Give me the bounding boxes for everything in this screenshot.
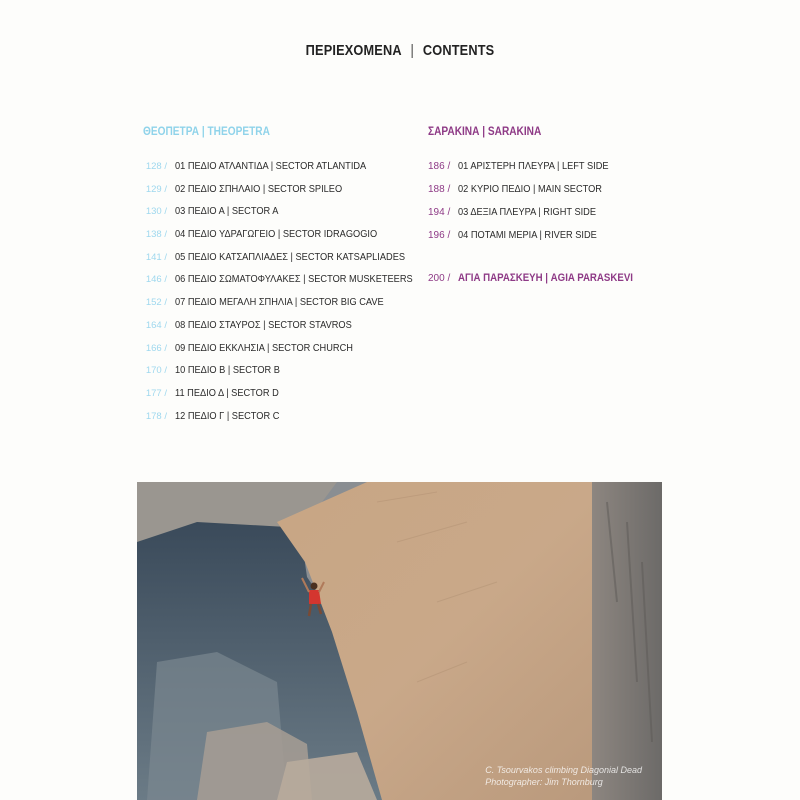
entry-label: 09 ΠΕΔΙΟ ΕΚΚΛΗΣΙΑ | SECTOR CHURCH [175, 341, 353, 354]
entry-label: 05 ΠΕΔΙΟ ΚΑΤΣΑΠΛΙΑΔΕΣ | SECTOR KATSAPLIADES [175, 250, 406, 263]
entry-label: 03 ΔΕΞΙΑ ΠΛΕΥΡΑ | RIGHT SIDE [458, 206, 597, 218]
entry-label: 12 ΠΕΔΙΟ Γ | SECTOR C [175, 409, 280, 422]
toc-entry[interactable] [143, 251, 413, 274]
climbing-photo-image [137, 482, 662, 800]
toc-entry[interactable] [143, 205, 413, 228]
title-greek: ΠΕΡΙΕΧΟΜΕΝΑ [305, 42, 402, 59]
entry-label: 03 ΠΕΔΙΟ Α | SECTOR A [175, 205, 279, 218]
toc-entry[interactable] [428, 206, 688, 229]
entry-label: 10 ΠΕΔΙΟ Β | SECTOR B [175, 364, 280, 377]
toc-entry[interactable] [143, 160, 413, 183]
toc-entry[interactable] [143, 364, 413, 387]
entry-label: 02 ΚΥΡΙΟ ΠΕΔΙΟ | MAIN SECTOR [458, 183, 602, 195]
page-number: 164 / [145, 319, 167, 331]
theopetra-entry-list [143, 160, 413, 432]
toc-entry[interactable] [143, 228, 413, 251]
toc-entry[interactable] [143, 273, 413, 296]
photo-caption [485, 764, 642, 788]
title-separator: | [410, 42, 415, 59]
page-title [60, 42, 740, 59]
page-number: 170 / [145, 365, 167, 377]
page-number: 194 / [428, 207, 451, 218]
caption-line-2: Photographer: Jim Thornburg [485, 777, 603, 787]
entry-label: 02 ΠΕΔΙΟ ΣΠΗΛΑΙΟ | SECTOR SPILEO [175, 182, 343, 195]
sarakina-column [428, 126, 688, 252]
sarakina-heading: ΣΑΡΑΚΙΝΑ | SARAKINA [428, 126, 542, 138]
agia-paraskevi-heading: ΑΓΙΑ ΠΑΡΑΣΚΕΥΗ | AGIA PARASKEVI [458, 272, 633, 284]
caption-line-1: C. Tsourvakos climbing Diagonial Dead [485, 765, 642, 775]
page-number: 146 / [145, 274, 167, 286]
toc-entry[interactable] [143, 387, 413, 410]
page-number: 186 / [428, 161, 451, 172]
title-english: CONTENTS [422, 42, 495, 59]
toc-entry[interactable] [143, 410, 413, 433]
toc-entry[interactable] [143, 342, 413, 365]
entry-label: 01 ΠΕΔΙΟ ΑΤΛΑΝΤΙΔΑ | SECTOR ATLANTIDA [175, 160, 367, 172]
entry-label: 06 ΠΕΔΙΟ ΣΩΜΑΤΟΦΥΛΑΚΕΣ | SECTOR MUSKETEERS [175, 273, 413, 286]
page-number: 196 / [428, 230, 451, 241]
entry-label: 04 ΠΕΔΙΟ ΥΔΡΑΓΩΓΕΙΟ | SECTOR IDRAGOGIO [175, 228, 378, 241]
page-number: 188 / [428, 184, 451, 195]
page-number: 130 / [145, 206, 167, 218]
toc-entry[interactable] [143, 319, 413, 342]
page-number: 128 / [145, 161, 167, 172]
toc-entry[interactable] [143, 296, 413, 319]
page-number: 178 / [145, 410, 167, 422]
page-number: 129 / [145, 183, 167, 195]
entry-label: 08 ΠΕΔΙΟ ΣΤΑΥΡΟΣ | SECTOR STAVROS [175, 318, 352, 331]
entry-label: 04 ΠΟΤΑΜΙ ΜΕΡΙΑ | RIVER SIDE [458, 229, 597, 241]
page-number: 166 / [145, 342, 167, 354]
toc-entry[interactable] [428, 229, 688, 252]
entry-label: 01 ΑΡΙΣΤΕΡΗ ΠΛΕΥΡΑ | LEFT SIDE [458, 160, 609, 172]
agia-paraskevi-entry[interactable] [428, 272, 657, 284]
entry-label: 07 ΠΕΔΙΟ ΜΕΓΑΛΗ ΣΠΗΛΙΑ | SECTOR BIG CAVE [175, 296, 384, 309]
page-number: 200 / [428, 273, 451, 284]
climbing-photo [137, 482, 662, 800]
toc-entry[interactable] [143, 183, 413, 206]
theopetra-heading: ΘΕΟΠΕΤΡΑ | THEOPETRA [143, 126, 270, 138]
entry-label: 11 ΠΕΔΙΟ Δ | SECTOR D [175, 386, 279, 399]
theopetra-column [143, 126, 413, 432]
page-number: 138 / [145, 229, 167, 241]
page-number: 177 / [145, 387, 167, 399]
page-number: 152 / [145, 297, 167, 309]
toc-entry[interactable] [428, 160, 688, 183]
sarakina-entry-list [428, 160, 688, 252]
page-number: 141 / [145, 251, 167, 263]
toc-entry[interactable] [428, 183, 688, 206]
